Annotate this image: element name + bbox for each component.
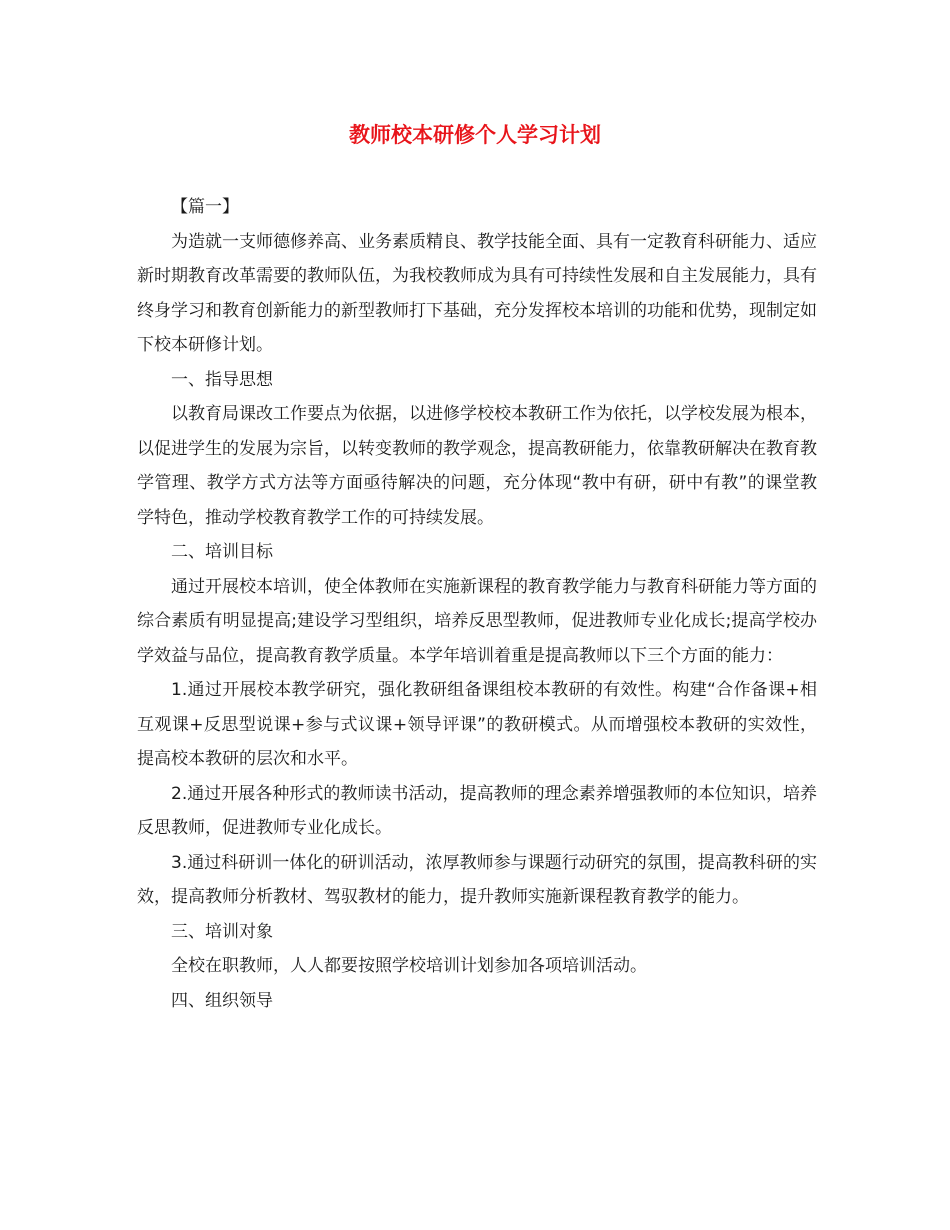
guiding-ideology-paragraph: 以教育局课改工作要点为依据，以进修学校校本教研工作为依托，以学校发展为根本，以促进学生的发展为宗旨，以转变教师的教学观念，提高教研能力，依靠教研解决在教育教学管理、教学方式方法等方面亟待解决的问题，充分体现“教中有研，研中有教”的课堂教学特色，推动学校教育教学工作的可持续发展。 bbox=[137, 404, 817, 528]
section-heading-organization: 四、组织领导 bbox=[171, 990, 273, 1011]
goal-item-1: 1.通过开展校本教学研究，强化教研组备课组校本教研的有效性。构建“合作备课+相互观课+反思型说课+参与式议课+领导评课”的教研模式。从而增强校本教研的实效性，提高校本教研的层次和水平。 bbox=[137, 680, 817, 769]
intro-paragraph: 为造就一支师德修养高、业务素质精良、教学技能全面、具有一定教育科研能力、适应新时期教育改革需要的教师队伍，为我校教师成为具有可持续性发展和自主发展能力，具有终身学习和教育创新能力的新型教师打下基础，充分发挥校本培训的功能和优势，现制定如下校本研修计划。 bbox=[137, 231, 817, 355]
goal-item-3: 3.通过科研训一体化的研训活动，浓厚教师参与课题行动研究的氛围，提高教科研的实效，提高教师分析教材、驾驭教材的能力，提升教师实施新课程教育教学的能力。 bbox=[137, 852, 817, 907]
section-heading-part-one: 【篇一】 bbox=[171, 197, 239, 217]
goal-item-2: 2.通过开展各种形式的教师读书活动，提高教师的理念素养增强教师的本位知识，培养反思教师，促进教师专业化成长。 bbox=[137, 783, 817, 838]
training-targets-paragraph: 全校在职教师，人人都要按照学校培训计划参加各项培训活动。 bbox=[171, 956, 647, 976]
document-body bbox=[137, 190, 817, 1018]
section-heading-guiding-ideology: 一、指导思想 bbox=[171, 369, 273, 390]
section-heading-training-targets: 三、培训对象 bbox=[171, 921, 273, 942]
section-heading-training-goals: 二、培训目标 bbox=[171, 542, 273, 562]
document-title: 教师校本研修个人学习计划 bbox=[349, 122, 601, 147]
training-goals-paragraph: 通过开展校本培训，使全体教师在实施新课程的教育教学能力与教育科研能力等方面的综合素质有明显提高;建设学习型组织，培养反思型教师，促进教师专业化成长;提高学校办学效益与品位，提高教育教学质量。本学年培训着重是提高教师以下三个方面的能力： bbox=[137, 576, 817, 666]
